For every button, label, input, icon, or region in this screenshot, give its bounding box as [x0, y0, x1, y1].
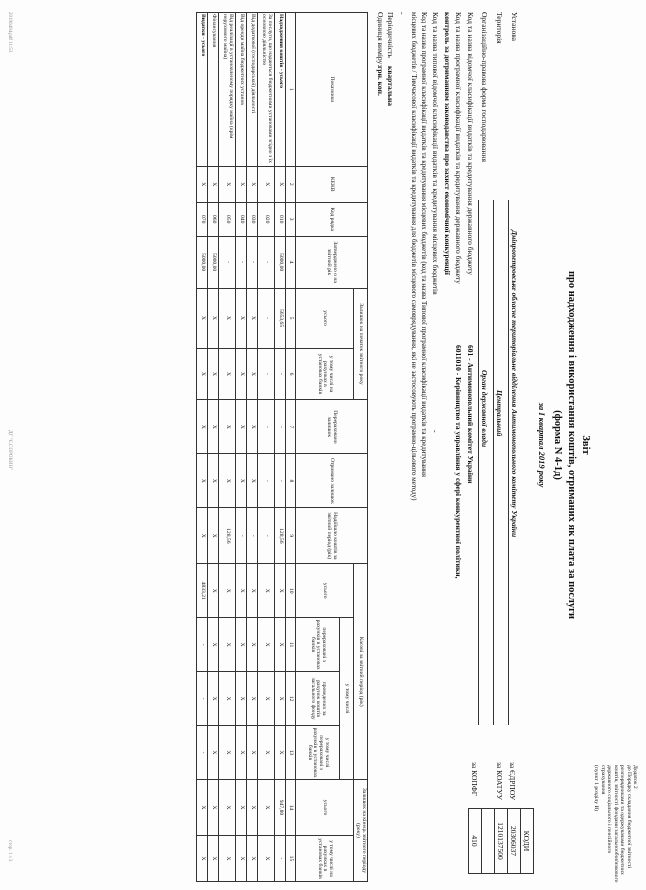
cell-bal-total: -: [258, 288, 275, 348]
cell-bal-bank: X: [236, 348, 247, 400]
cell-bal-total: X: [197, 288, 208, 348]
unit-value: грн. коп.: [376, 66, 385, 96]
dept-classification-value: 601 - Антимонопольний комітет України: [466, 345, 475, 484]
code-koatuu: 1210137500: [495, 809, 508, 874]
cell-bal-total: X: [219, 288, 236, 348]
cell-end-total: 947,80: [275, 780, 286, 836]
cell-kekv: X: [275, 166, 286, 202]
prog-classification-value-2: контроль за дотриманням законодавства про захист економічної конкуренції: [443, 12, 452, 275]
cell-spent-bank: X: [208, 618, 219, 672]
cell-received: X: [219, 454, 236, 508]
cell-code: 060: [208, 202, 219, 236]
cell-spent-general-bank: X: [236, 726, 247, 780]
cell-approved: -: [219, 236, 236, 288]
cell-end-bank: X: [208, 835, 219, 881]
cell-spent-bank: -: [197, 618, 208, 672]
cell-approved: 5000,00: [275, 236, 286, 288]
cell-transferred: -: [258, 400, 275, 454]
cell-bal-bank: X: [208, 348, 219, 400]
codes-header: КОДИ: [521, 809, 534, 874]
cell-end-total: X: [236, 780, 247, 836]
cell-bal-bank: X: [197, 348, 208, 400]
table-row: [275, 13, 286, 882]
th-kekv: КЕКВ: [296, 166, 368, 202]
cell-received: X: [197, 454, 208, 508]
th-spent-total: усього: [296, 564, 354, 618]
code-empty: [482, 809, 495, 874]
col-number: 15: [286, 835, 296, 881]
cell-end-total: X: [247, 780, 258, 836]
cell-bal-total: X: [247, 288, 258, 348]
cell-transferred: X: [236, 400, 247, 454]
table-row: [236, 13, 247, 882]
table-row: [258, 13, 275, 882]
th-approved: Затверджено о на звітний рік: [296, 236, 368, 288]
org-form-label: Організаційно-правова форма господарювання: [480, 12, 489, 162]
cell-transferred: -: [275, 400, 286, 454]
local-classification-value: -: [398, 12, 407, 15]
col-number: 7: [286, 400, 296, 454]
cell-kekv: X: [236, 166, 247, 202]
footer-page: стор. 1 з 3: [7, 840, 12, 862]
cell-code: 050: [219, 202, 236, 236]
unit-label: Одиниця виміру:: [376, 12, 385, 67]
report-period: за I квартал 2019 року: [537, 402, 547, 488]
cell-spent-general: X: [275, 672, 286, 726]
local-classification-label-2: місцевих бюджетів / Тимчасової класифікації видатків та кредитування для бюджетів місцевого самоврядування, які не застосовують програмно-цільового методу): [410, 12, 418, 501]
cell-spent-bank: X: [275, 618, 286, 672]
cell-kekv: X: [197, 166, 208, 202]
cell-spent-bank: X: [247, 618, 258, 672]
cell-spent-total: X: [208, 564, 219, 618]
cell-kekv: X: [247, 166, 258, 202]
cell-spent-general-bank: -: [197, 726, 208, 780]
territory-value: Центральний: [495, 390, 504, 437]
cell-code: 010: [275, 202, 286, 236]
cell-approved: -: [247, 236, 258, 288]
cell-end-bank: X: [236, 835, 247, 881]
cell-bal-bank: -: [258, 348, 275, 400]
table-row: [247, 13, 258, 882]
code-edrpou-label: за ЄДРПОУ: [508, 762, 517, 801]
report-table: [196, 12, 368, 882]
cell-end-total: X: [208, 780, 219, 836]
table-row: [208, 13, 219, 882]
cell-receipts: X: [197, 508, 208, 564]
th-spent-general-bank: у тому числі перераховані з рахунків в установах банків: [296, 726, 340, 780]
cell-receipts: -: [236, 508, 247, 564]
report-form: (форма N 4-1д): [552, 410, 563, 480]
cell-received: -: [258, 454, 275, 508]
cell-approved: 5000,00: [208, 236, 219, 288]
cell-receipts: X: [208, 508, 219, 564]
cell-spent-total: X: [236, 564, 247, 618]
code-kopfg: 410: [469, 809, 482, 874]
col-number: 13: [286, 726, 296, 780]
cell-receipts: 128,56: [219, 508, 236, 564]
row-label: Від реалізації в установленому порядку майна (крім нерухомого майна): [219, 13, 236, 167]
cell-end-bank: X: [219, 835, 236, 881]
code-kopfg-label: за КОПФГ: [470, 762, 479, 797]
cell-bal-total: X: [208, 288, 219, 348]
annex-line: коштів, звітності фондами загальнообов'язкового: [612, 765, 619, 883]
cell-receipts: -: [258, 508, 275, 564]
col-number: 12: [286, 672, 296, 726]
cell-spent-general-bank: X: [258, 726, 275, 780]
cell-spent-bank: X: [236, 618, 247, 672]
annex-line: розпорядниками та одержувачами бюджетних: [619, 765, 626, 875]
th-spent-general: проведених за рахунок коштів загального фонду: [296, 672, 340, 726]
cell-transferred: X: [219, 400, 236, 454]
cell-bal-bank: -: [275, 348, 286, 400]
cell-spent-total: X: [275, 564, 286, 618]
report-title: Звіт: [580, 435, 591, 455]
cell-end-bank: X: [258, 835, 275, 881]
col-number: 10: [286, 564, 296, 618]
institution-value: Дніпропетровське обласне територіальне відділення Антимонопольного комітету України: [510, 230, 519, 538]
row-label: Видатки - усього: [197, 13, 208, 167]
cell-spent-total: X: [247, 564, 258, 618]
col-number: 5: [286, 288, 296, 348]
col-number: 2: [286, 166, 296, 202]
th-transferred: Перераховано залишок: [296, 400, 368, 454]
cell-code: 040: [236, 202, 247, 236]
cell-spent-general: X: [208, 672, 219, 726]
cell-spent-general: X: [258, 672, 275, 726]
annex-line: страхування: [599, 765, 606, 795]
cell-spent-bank: X: [258, 618, 275, 672]
row-label: Від оренди майна бюджетних установ: [236, 13, 247, 167]
cell-spent-general: X: [219, 672, 236, 726]
th-balance-bank: у тому числі на рахунках в установах банків: [296, 348, 354, 400]
column-numbers-row: [286, 13, 296, 882]
local-classification-label-1: Код та назва програмної класифікації видатків та кредитування місцевих бюджетів (код та назва Типової програмної класифікації видатків та кредитування: [420, 12, 428, 478]
code-edrpou: 20306037: [508, 809, 521, 874]
cell-kekv: X: [258, 166, 275, 202]
cell-approved: 5000,00: [197, 236, 208, 288]
cell-spent-total: 4833,21: [197, 564, 208, 618]
row-label: Від додаткової (господарської) діяльності: [247, 13, 258, 167]
periodicity-value: квартальна: [386, 66, 395, 107]
cell-transferred: X: [197, 400, 208, 454]
annex-line: державного соціального і пенсійного: [606, 765, 613, 854]
th-indicator: Показники: [296, 13, 368, 167]
cell-received: X: [247, 454, 258, 508]
territory-label: Територія: [495, 12, 504, 44]
cell-receipts: -: [247, 508, 258, 564]
table-row: [219, 13, 236, 882]
cell-approved: -: [236, 236, 247, 288]
cell-received: X: [236, 454, 247, 508]
cell-end-total: X: [219, 780, 236, 836]
col-number: 8: [286, 454, 296, 508]
row-label: Фінансування: [208, 13, 219, 167]
cell-spent-bank: X: [219, 618, 236, 672]
prog-classification-value: 6011010 - Керівництво та управління у сфері конкурентної політики,: [454, 345, 463, 579]
code-koatuu-label: за КОАТУУ: [495, 762, 504, 800]
row-label: Надходження коштів - усього: [275, 13, 286, 167]
cell-end-bank: -: [275, 835, 286, 881]
row-label: За послуги, що надаються бюджетними установами згідно з їх основною діяльністю: [258, 13, 275, 167]
cell-bal-bank: X: [247, 348, 258, 400]
typical-classification-label: Код та назва типової відомчої класифікації видатків та кредитування місцевих бюджетів: [431, 12, 440, 295]
cell-received: X: [208, 454, 219, 508]
cell-spent-general: -: [197, 672, 208, 726]
col-number: 6: [286, 348, 296, 400]
th-receipts: Надійшло коштів за звітний період (рік): [296, 508, 368, 564]
th-end-total: усього: [296, 780, 354, 836]
annex-note: [593, 765, 638, 885]
th-spent: Касові за звітний період (рік): [354, 564, 368, 780]
cell-end-bank: X: [247, 835, 258, 881]
institution-label: Установа: [510, 12, 519, 41]
org-form-value: Орган державної влади: [480, 370, 489, 448]
cell-end-total: X: [258, 780, 275, 836]
footer-center: ДГ "Є.СОРОКИН": [7, 430, 12, 471]
annex-line: до Порядку складання бюджетної звітності: [625, 765, 632, 868]
cell-code: 070: [197, 202, 208, 236]
col-number: 3: [286, 202, 296, 236]
cell-receipts: 128,56: [275, 508, 286, 564]
cell-spent-general: X: [236, 672, 247, 726]
cell-code: 030: [247, 202, 258, 236]
cell-spent-total: X: [219, 564, 236, 618]
cell-bal-bank: X: [219, 348, 236, 400]
cell-spent-general-bank: X: [219, 726, 236, 780]
cell-transferred: X: [208, 400, 219, 454]
cell-spent-general-bank: X: [275, 726, 286, 780]
cell-code: 020: [258, 202, 275, 236]
cell-end-bank: X: [197, 835, 208, 881]
th-row-code: Код рядка: [296, 202, 368, 236]
annex-line: (пункт 1 розділу II): [593, 765, 600, 812]
report-subtitle: про надходження і використання коштів, отриманих як плата за послуги: [566, 270, 577, 620]
footer-file: 20190404.pdf 11:53: [7, 12, 12, 53]
th-spent-incl: у тому числі: [340, 618, 354, 780]
th-spent-bank: перераховані з рахунків в установах банків: [296, 618, 340, 672]
cell-end-total: X: [197, 780, 208, 836]
cell-spent-general: X: [247, 672, 258, 726]
codes-table: [468, 808, 534, 874]
cell-kekv: X: [219, 166, 236, 202]
prog-classification-label: Код та назва програмної класифікації видатків та кредитування державного бюджету: [454, 12, 463, 284]
th-balance-end: Залишок на кінець звітного періоду (року): [354, 780, 368, 882]
cell-approved: -: [258, 236, 275, 288]
cell-bal-total: 5653,65: [275, 288, 286, 348]
col-number: 9: [286, 508, 296, 564]
cell-received: -: [275, 454, 286, 508]
th-balance-start: Залишок на початок звітного року: [354, 288, 368, 400]
col-number: 14: [286, 780, 296, 836]
col-number: 4: [286, 236, 296, 288]
cell-spent-total: X: [258, 564, 275, 618]
col-number: 11: [286, 618, 296, 672]
cell-bal-total: X: [236, 288, 247, 348]
cell-spent-general-bank: X: [247, 726, 258, 780]
th-received-balance: Отримано залишок: [296, 454, 368, 508]
dept-classification-label: Код та назва відомчої класифікації видатків та кредитування державного бюджету: [466, 12, 475, 275]
typical-classification-value: -: [431, 430, 440, 433]
cell-kekv: X: [208, 166, 219, 202]
periodicity-label: Періодичність: [386, 12, 395, 58]
annex-line: Додаток 2: [632, 765, 638, 789]
cell-spent-general-bank: X: [208, 726, 219, 780]
th-balance-total: усього: [296, 288, 354, 348]
table-row: [197, 13, 208, 882]
th-end-bank: у тому числі на рахунках в установах банків: [296, 835, 354, 881]
col-number: 1: [286, 13, 296, 167]
cell-transferred: X: [247, 400, 258, 454]
